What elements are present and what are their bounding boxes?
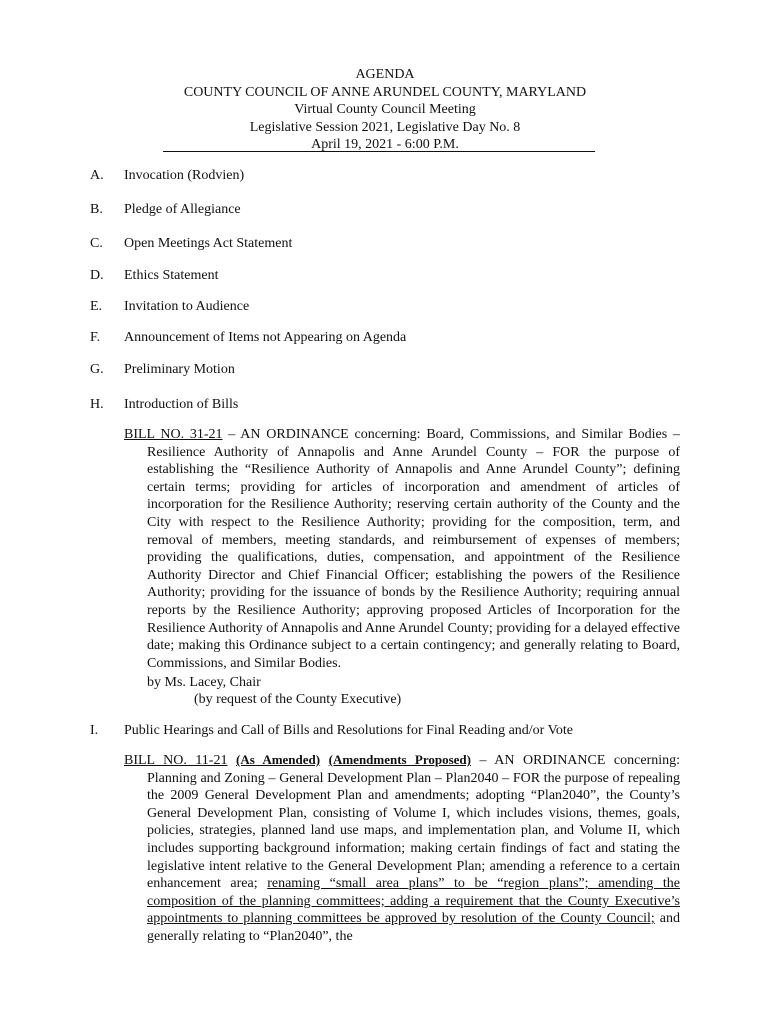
amendment-text: renaming “small area plans” to be “region plans”; amending the composition of the planning committees; adding a requirement that the County Executive’s appointments to planning committees be approved by resolution of the County Council; <box>147 876 680 927</box>
item-title: Ethics Statement <box>124 268 219 283</box>
item-letter: E. <box>90 299 103 314</box>
item-letter: I. <box>90 723 99 738</box>
item-title: Public Hearings and Call of Bills and Resolutions for Final Reading and/or Vote <box>124 723 573 738</box>
item-title: Open Meetings Act Statement <box>124 236 293 251</box>
item-letter: H. <box>90 397 104 412</box>
item-letter: A. <box>90 168 104 183</box>
item-title: Preliminary Motion <box>124 362 235 377</box>
bill-request-note: (by request of the County Executive) <box>194 692 402 707</box>
item-title: Invocation (Rodvien) <box>124 168 245 183</box>
bill-text: – AN ORDINANCE concerning: Planning and Zoning – General Development Plan – Plan2040 – FOR the purpose of repealing the 2009 General Development Plan and amendments; adopting “Plan2040”, the County’s General Development Plan, consisting of Volume I, which includes visions, themes, goals, policies, strategies, planned land use maps, and implementation plan, and Volume II, which includes supporting background information; making certain findings of fact and stating the legislative intent relative to the General Development Plan; amending a reference to a certain enhancement area; <box>147 753 681 892</box>
item-title: Invitation to Audience <box>124 299 250 314</box>
header-divider <box>163 151 595 152</box>
item-letter: F. <box>90 330 101 345</box>
header-council: COUNTY COUNCIL OF ANNE ARUNDEL COUNTY, MARYLAND <box>183 84 587 100</box>
item-title: Introduction of Bills <box>124 397 239 412</box>
item-letter: C. <box>90 236 103 251</box>
item-letter: B. <box>90 202 103 217</box>
bill-31-21-description <box>124 426 680 672</box>
header-date: April 19, 2021 - 6:00 P.M. <box>311 137 459 152</box>
item-letter: D. <box>90 268 104 283</box>
header-session: Legislative Session 2021, Legislative Day No. 8 <box>249 119 521 135</box>
header-title: AGENDA <box>355 67 415 82</box>
bill-text: – AN ORDINANCE concerning: Board, Commissions, and Similar Bodies – Resilience Authority of Annapolis and Anne Arundel County – FOR the purpose of establishing the “Resilience Authority of Annapolis and Anne Arundel County”; defining certain terms; providing for articles of incorporation and amendment of articles of incorporation for the Resilience Authority; reserving certain authority of the County and the City with respect to the Resilience Authority; providing for the composition, term, and removal of members, meeting standards, and reimbursement of expenses of members; providing the qualifications, duties, compensation, and appointment of the Resilience Authority Director and Chief Financial Officer; establishing the powers of the Resilience Authority; providing for the issuance of bonds by the Resilience Authority; requiring annual reports by the Resilience Authority; approving proposed Articles of Incorporation for the Resilience Authority of Annapolis and Anne Arundel County; providing for a delayed effective date; making this Ordinance subject to a certain contingency; and generally relating to Board, Commissions, and Similar Bodies. <box>147 427 680 671</box>
bill-number-link[interactable]: BILL NO. 31-21 <box>124 427 223 442</box>
amended-label: (As Amended) <box>236 752 321 767</box>
bill-number-link[interactable]: BILL NO. 11-21 <box>124 753 228 768</box>
amendments-proposed-label: (Amendments Proposed) <box>328 752 471 767</box>
item-title: Announcement of Items not Appearing on Agenda <box>124 330 407 345</box>
item-letter: G. <box>90 362 104 377</box>
bill-text-tail: and generally relating to “Plan2040”, the <box>147 911 680 944</box>
bill-sponsor: by Ms. Lacey, Chair <box>147 675 261 690</box>
bill-11-21-description <box>124 751 680 946</box>
header-meeting: Virtual County Council Meeting <box>294 102 476 117</box>
item-title: Pledge of Allegiance <box>124 202 241 217</box>
agenda-header <box>0 66 770 154</box>
